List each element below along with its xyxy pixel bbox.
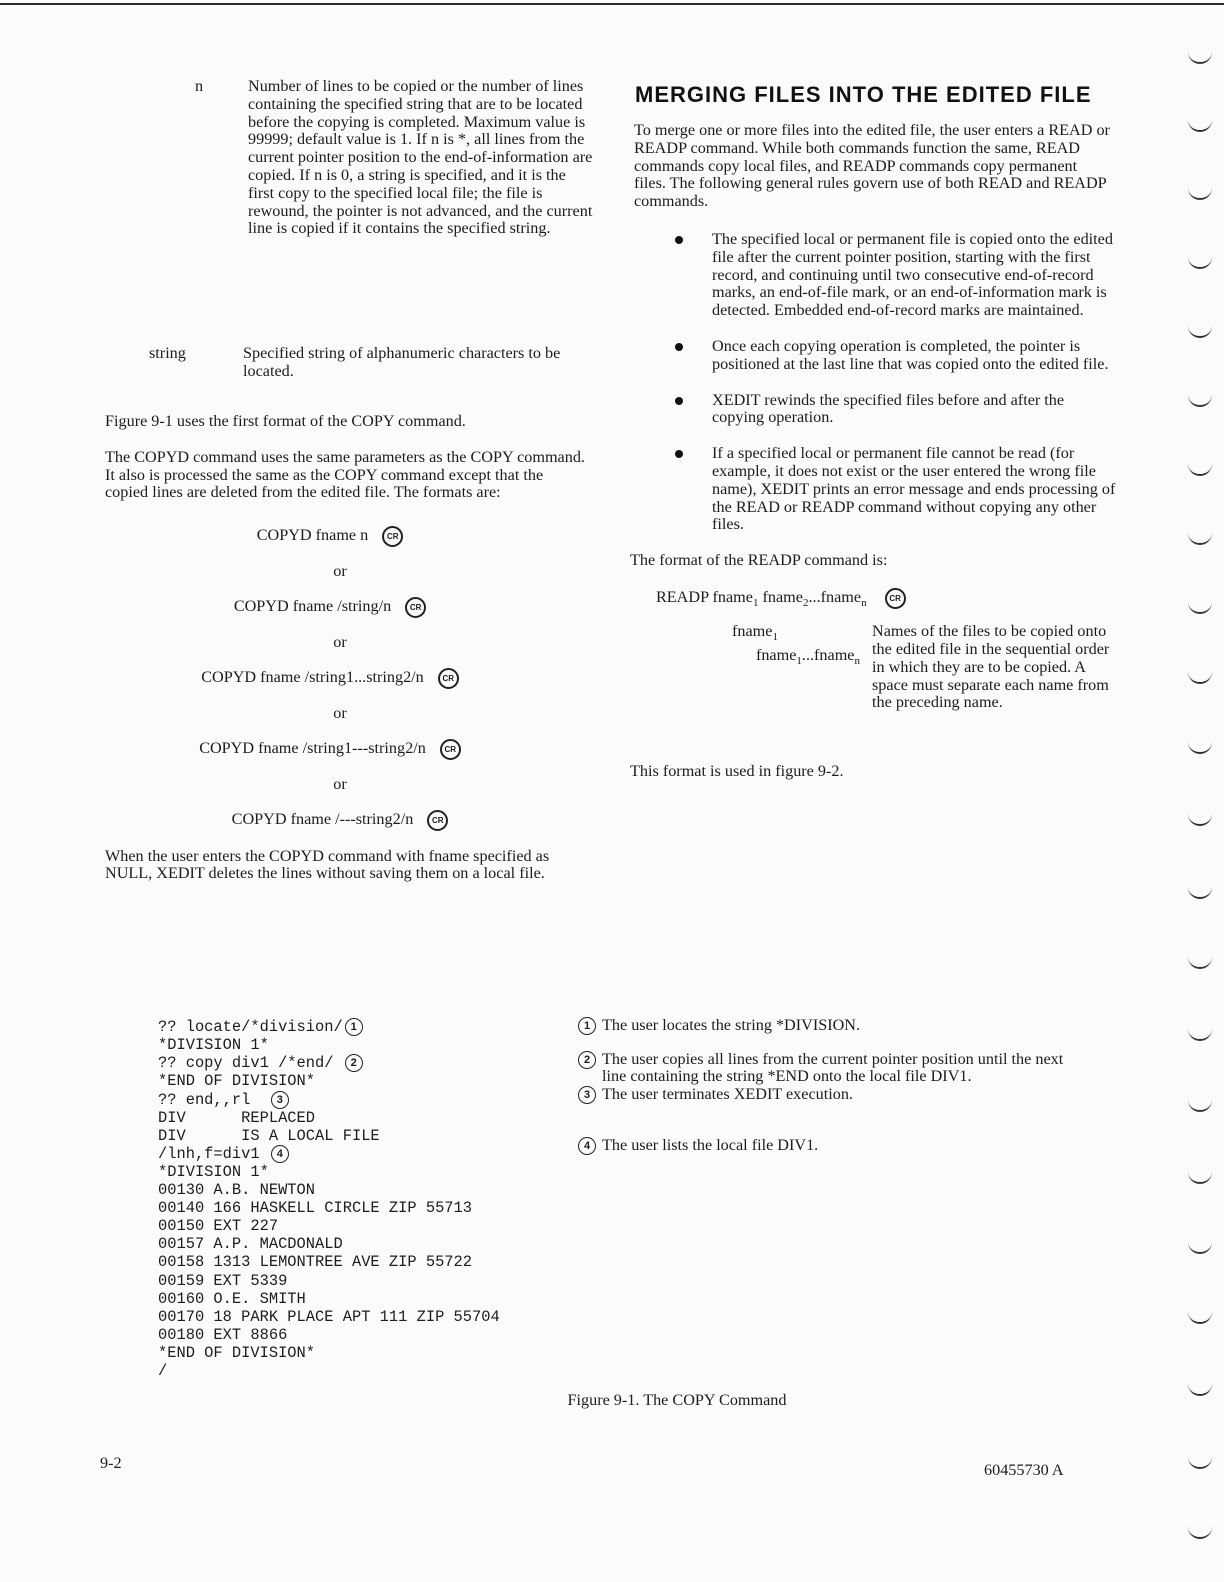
callout-marker: 2 [578, 1051, 596, 1069]
callout-marker: 1 [345, 1018, 363, 1036]
callout-marker: 3 [578, 1086, 596, 1104]
bullet-icon [675, 397, 683, 405]
bullet-icon [675, 236, 683, 244]
format-line: COPYD fname /string1---string2/n CR [105, 731, 595, 767]
format-or: or [333, 561, 347, 580]
listing-line: 00150 EXT 227 [158, 1217, 279, 1236]
listing-line: 00160 O.E. SMITH [158, 1289, 306, 1308]
list-item: Once each copying operation is completed, the pointer is positioned at the last line that was copied onto the edited file. [630, 338, 1120, 374]
listing-line: DIV REPLACED [158, 1108, 316, 1127]
format-line: COPYD fname /---string2/n CR [105, 802, 595, 838]
format-or: or [333, 632, 347, 651]
listing-line: /lnh,f=div1 4 [158, 1145, 500, 1163]
terminal-listing [158, 1018, 500, 1380]
paragraph-figure-ref: Figure 9-1 uses the first format of the COPY command. [105, 412, 466, 430]
param-n [105, 78, 595, 329]
rules-list [630, 231, 1120, 534]
right-column [630, 78, 1120, 781]
listing-line: *DIVISION 1* [158, 1163, 269, 1181]
carriage-return-icon: CR [427, 810, 448, 831]
carriage-return-icon: CR [885, 588, 906, 609]
format-line: COPYD fname n CR [105, 518, 595, 554]
listing-line: 00157 A.P. MACDONALD [158, 1235, 343, 1254]
listing-line: 00180 EXT 8866 [158, 1325, 288, 1344]
format-or: or [333, 774, 347, 793]
list-item: The specified local or permanent file is copied onto the edited file after the current pointer position, starting with the first record, and continuing until two consecutive end-of-record marks, an end-of-file mark, or an end-of-information mark is detected. Embedded end-of-record marks are maintained. [630, 231, 1120, 320]
listing-line: DIV IS A LOCAL FILE [158, 1126, 380, 1145]
callout-marker: 3 [271, 1091, 289, 1109]
paragraph-copyd: The COPYD command uses the same parameters as the COPY command. It also is processed the same as the COPY command except that the copied lines are deleted from the edited file. The formats are: [105, 447, 585, 502]
document-number: 60455730 A [984, 1461, 1064, 1479]
listing-line: *END OF DIVISION* [158, 1343, 316, 1362]
fname-terms: fname$_1$ fname$_1$...fname$_n$ [732, 622, 860, 667]
list-item: If a specified local or permanent file cannot be read (for example, it does not exist or the user entered the wrong file name), XEDIT prints an error message and ends processing of the READ or READP command without copying any other files. [630, 445, 1120, 534]
format-line: COPYD fname /string1...string2/n CR [105, 660, 595, 696]
figure-notes [578, 1017, 1078, 1171]
binding-edge-marks [1182, 30, 1212, 1560]
fname-definition [630, 623, 1120, 745]
list-item: XEDIT rewinds the specified files before and after the copying operation. [630, 392, 1120, 428]
listing-line: 00170 18 PARK PLACE APT 111 ZIP 55704 [158, 1307, 500, 1326]
listing-line: 00158 1313 LEMONTREE AVE ZIP 55722 [158, 1253, 473, 1272]
listing-line: 00159 EXT 5339 [158, 1271, 288, 1290]
listing-line: 00140 166 HASKELL CIRCLE ZIP 55713 [158, 1199, 473, 1218]
format-or: or [333, 703, 347, 722]
callout-marker: 4 [271, 1145, 289, 1163]
carriage-return-icon: CR [382, 526, 403, 547]
paragraph-null: When the user enters the COPYD command with fname specified as NULL, XEDIT deletes the lines without saving them on a local file. [105, 846, 550, 883]
bullet-icon [675, 343, 683, 351]
readp-format: READP fname$_1$ fname$_2$...fname$_n$ CR [656, 588, 1120, 609]
listing-line: ?? end,,rl 3 [158, 1091, 500, 1109]
intro-paragraph: To merge one or more files into the edited file, the user enters a READ or READP command. While both commands function the same, READ commands copy local files, and READP commands copy permanent files. The following general rules govern use of both READ and READP commands. [634, 121, 1110, 211]
left-column [105, 78, 595, 883]
listing-line: ?? copy div1 /*end/ 2 [158, 1054, 500, 1072]
closing-paragraph: This format is used in figure 9-2. [630, 762, 844, 781]
listing-line: ?? locate/*division/ 1 [158, 1018, 500, 1036]
top-rule [0, 3, 1224, 5]
note-item: 3 The user terminates XEDIT execution. [578, 1086, 1078, 1104]
listing-line: / [158, 1362, 168, 1381]
section-heading: MERGING FILES INTO THE EDITED FILE [635, 82, 1092, 107]
format-line: COPYD fname /string/n CR [105, 589, 595, 625]
figure-caption: Figure 9-1. The COPY Command [567, 1391, 787, 1409]
listing-line: *END OF DIVISION* [158, 1072, 316, 1091]
param-string [105, 345, 595, 395]
format-intro: The format of the READP command is: [630, 551, 888, 570]
param-n-description: Number of lines to be copied or the number of lines containing the specified string that are to be located before the copying is completed. Maximum value is 99999; default value is 1. If n is *, all lines from the current pointer position to the end-of-information are copied. If n is 0, a string is specified, and it is the first copy to the specified local file; the file is rewound, the pointer is not advanced, and the current line is copied if it contains the specified string. [248, 77, 593, 238]
param-string-description: Specified string of alphanumeric characters to be located. [243, 344, 561, 380]
listing-line: *DIVISION 1* [158, 1036, 269, 1055]
page-number: 9-2 [100, 1454, 122, 1472]
note-item: 1 The user locates the string *DIVISION. [578, 1017, 1078, 1035]
bullet-icon [675, 450, 683, 458]
carriage-return-icon: CR [440, 739, 461, 760]
listing-line: 00130 A.B. NEWTON [158, 1181, 316, 1200]
param-n-term: n [195, 77, 204, 95]
note-item: 2 The user copies all lines from the current pointer position until the next line containing the string *END onto the local file DIV1. [578, 1051, 1078, 1086]
callout-marker: 1 [578, 1017, 596, 1035]
fname-description: Names of the files to be copied onto the edited file in the sequential order in which they are to be copied. A space must separate each name from the preceding name. [872, 622, 1110, 712]
carriage-return-icon: CR [438, 668, 459, 689]
note-item: 4 The user lists the local file DIV1. [578, 1137, 1078, 1155]
carriage-return-icon: CR [405, 597, 426, 618]
param-string-term: string [149, 344, 186, 362]
callout-marker: 4 [578, 1137, 596, 1155]
callout-marker: 2 [345, 1054, 363, 1072]
copyd-formats [105, 518, 595, 838]
